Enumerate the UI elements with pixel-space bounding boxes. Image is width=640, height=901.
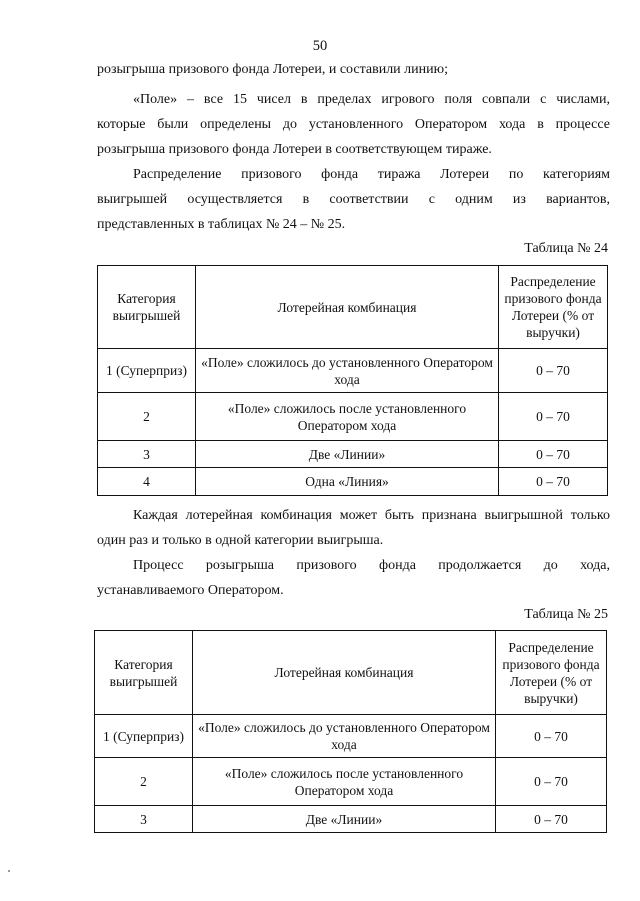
text-line: Распределение призового фонда тиража Лотереи по категориям <box>133 167 610 182</box>
cell-category: 3 <box>98 441 196 468</box>
table-row <box>98 468 608 496</box>
cell-category: 4 <box>98 468 196 496</box>
header-distribution: Распределение призового фонда Лотереи (% от выручки) <box>496 631 607 715</box>
table-row <box>95 758 607 806</box>
cell-combination: Две «Линии» <box>193 806 496 833</box>
cell-distribution: 0 – 70 <box>499 349 608 393</box>
text-line: Каждая лотерейная комбинация может быть признана выигрышной только <box>133 508 610 523</box>
table-header-row <box>98 266 608 349</box>
header-distribution: Распределение призового фонда Лотереи (% от выручки) <box>499 266 608 349</box>
text-line: розыгрыша призового фонда Лотереи, и составили линию; <box>97 62 448 77</box>
text-line: устанавливаемого Оператором. <box>97 583 284 598</box>
cell-category: 2 <box>98 393 196 441</box>
cell-distribution: 0 – 70 <box>496 758 607 806</box>
cell-category: 2 <box>95 758 193 806</box>
cell-category: 1 (Суперприз) <box>98 349 196 393</box>
cell-combination: «Поле» сложилось после установленного Оператором хода <box>193 758 496 806</box>
header-category: Категория выигрышей <box>98 266 196 349</box>
cell-distribution: 0 – 70 <box>496 806 607 833</box>
table-25-caption: Таблица № 25 <box>524 607 608 622</box>
text-line: один раз и только в одной категории выигрыша. <box>97 533 384 548</box>
cell-distribution: 0 – 70 <box>499 393 608 441</box>
scan-speck <box>8 870 10 872</box>
table-row <box>95 806 607 833</box>
header-combination: Лотерейная комбинация <box>193 631 496 715</box>
table-25 <box>94 630 607 833</box>
paragraph-once-only <box>97 503 610 553</box>
text-line: «Поле» – все 15 чисел в пределах игрового поля совпали с числами, <box>133 92 610 107</box>
paragraph-distribution <box>97 162 610 237</box>
text-line: выигрышей осуществляется в соответствии с одним из вариантов, <box>97 192 610 207</box>
cell-combination: «Поле» сложилось после установленного Оператором хода <box>196 393 499 441</box>
header-combination: Лотерейная комбинация <box>196 266 499 349</box>
table-row <box>95 715 607 758</box>
cell-category: 1 (Суперприз) <box>95 715 193 758</box>
cell-distribution: 0 – 70 <box>499 468 608 496</box>
text-line: Процесс розыгрыша призового фонда продолжается до хода, <box>133 558 610 573</box>
text-line: которые были определены до установленного Оператором хода в процессе <box>97 117 610 132</box>
text-line: представленных в таблицах № 24 – № 25. <box>97 217 346 232</box>
paragraph-field-definition <box>97 87 610 162</box>
table-24-caption: Таблица № 24 <box>524 241 608 256</box>
table-row <box>98 441 608 468</box>
page-number: 50 <box>312 38 328 54</box>
cell-distribution: 0 – 70 <box>499 441 608 468</box>
paragraph-process <box>97 553 610 603</box>
text-line: розыгрыша призового фонда Лотереи в соответствующем тираже. <box>97 142 492 157</box>
cell-distribution: 0 – 70 <box>496 715 607 758</box>
cell-category: 3 <box>95 806 193 833</box>
table-row <box>98 393 608 441</box>
paragraph-continuation <box>97 57 610 82</box>
table-24 <box>97 265 608 496</box>
cell-combination: Две «Линии» <box>196 441 499 468</box>
table-header-row <box>95 631 607 715</box>
header-category: Категория выигрышей <box>95 631 193 715</box>
cell-combination: «Поле» сложилось до установленного Оператором хода <box>196 349 499 393</box>
table-row <box>98 349 608 393</box>
cell-combination: Одна «Линия» <box>196 468 499 496</box>
cell-combination: «Поле» сложилось до установленного Оператором хода <box>193 715 496 758</box>
